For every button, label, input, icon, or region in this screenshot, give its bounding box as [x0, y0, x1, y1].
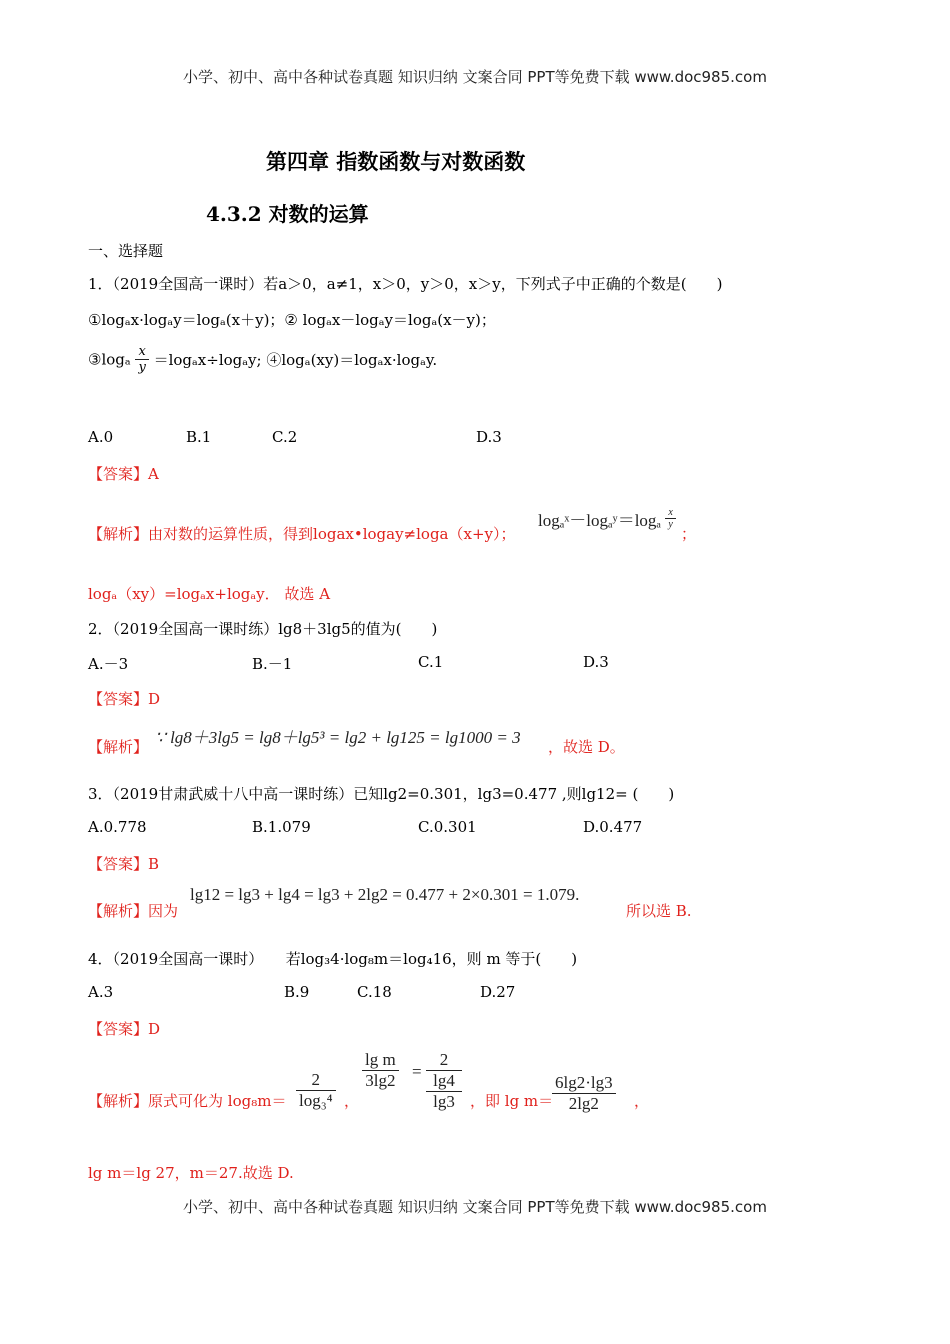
q2-analysis-math: ∵ lg8＋3lg5 = lg8＋lg5³ = lg2 + lg125 = lg1000 = 3	[155, 728, 521, 747]
q4-stem: 4．（2019全国高一课时） 若log₃4·log₈m＝log₄16，则 m 等于( )	[88, 950, 578, 968]
q3-analysis-text: 因为	[148, 902, 179, 920]
q1-line1: ①logₐx·logₐy＝logₐ(x＋y)；② logₐx－logₐy＝logₐ(x－y)；	[88, 311, 496, 329]
q4-frac-4-den: 2lg2	[568, 1094, 599, 1113]
q1-stem: 1．（2019全国高一课时）若a＞0，a≠1，x＞0，y＞0，x＞y，下列式子中正确的个数是( )	[88, 275, 723, 293]
q4-frac-3	[426, 1050, 462, 1112]
q1-analysis-frac-den: y	[668, 519, 673, 530]
chapter-title: 第四章 指数函数与对数函数	[266, 149, 526, 174]
q4-frac-2-num: lg m	[362, 1050, 399, 1071]
q3-analysis-tag: 【解析】	[88, 902, 149, 920]
q4-frac-2-den: 3lg2	[365, 1071, 396, 1090]
q4-analysis-tag: 【解析】	[88, 1092, 149, 1110]
q1-line2-prefix: ③logₐ	[88, 350, 131, 369]
q4-mid: ，即 lg m＝	[470, 1092, 554, 1110]
q4-option-c: C.18	[357, 983, 392, 1001]
q3-analysis-math: lg12 = lg3 + lg4 = lg3 + 2lg2 = 0.477 + 2×0.301 = 1.079.	[190, 885, 580, 904]
q2-answer	[88, 688, 160, 709]
q2-option-a: A.－3	[88, 655, 129, 673]
q3-answer-value: B	[148, 855, 160, 873]
q4-analysis	[88, 1090, 286, 1111]
q3-stem: 3．（2019甘肃武威十八中高一课时练）已知lg2=0.301，lg3=0.477 ,则lg12= ( )	[88, 785, 675, 803]
q1-option-d: D.3	[476, 428, 502, 446]
q4-frac-3-den-den: lg3	[433, 1092, 455, 1111]
page-header: 小学、初中、高中各种试卷真题 知识归纳 文案合同 PPT等免费下载 www.doc985.com	[183, 68, 767, 86]
q1-analysis	[88, 523, 516, 544]
q2-option-c: C.1	[418, 653, 444, 671]
q1-analysis-frac-num: x	[665, 507, 675, 519]
q4-sep: ，	[344, 1092, 360, 1110]
q3-option-d: D.0.477	[583, 818, 643, 836]
q3-analysis	[88, 900, 178, 921]
q4-end: ，	[634, 1092, 650, 1110]
q4-frac-1-num: 2	[296, 1070, 336, 1091]
q4-analysis-text: 原式可化为 log₈m＝	[148, 1092, 287, 1110]
q1-analysis-math: logₐˣ－logₐʸ＝logₐ	[538, 511, 662, 530]
q1-frac-num: x	[135, 344, 148, 360]
q2-option-d: D.3	[583, 653, 609, 671]
q4-answer	[88, 1018, 160, 1039]
section-title: 4.3.2 对数的运算	[206, 202, 369, 226]
q1-answer-tag: 【答案】	[88, 465, 149, 483]
q3-answer-tag: 【答案】	[88, 855, 149, 873]
q4-frac-4	[552, 1073, 616, 1114]
q4-frac-2	[362, 1050, 399, 1091]
section-label: 一、选择题	[88, 242, 164, 260]
q1-analysis-frac	[665, 507, 675, 530]
q1-analysis-text: 由对数的运算性质，得到logax•logay≠loga（x+y）；	[148, 525, 516, 543]
q3-analysis-end: 所以选 B.	[626, 902, 692, 920]
q1-line2-suffix: ＝logₐx÷logₐy; ④logₐ(xy)＝logₐx·logₐy.	[153, 351, 438, 369]
q1-analysis-tag: 【解析】	[88, 525, 149, 543]
q4-answer-tag: 【答案】	[88, 1020, 149, 1038]
q1-fraction	[135, 344, 148, 375]
q2-answer-value: D	[148, 690, 161, 708]
q4-frac-1-den: log₃⁴	[299, 1091, 333, 1110]
q1-option-c: C.2	[272, 428, 298, 446]
q2-stem: 2．（2019全国高一课时练）lg8＋3lg5的值为( )	[88, 620, 438, 638]
q4-eq: =	[412, 1062, 422, 1081]
q3-option-c: C.0.301	[418, 818, 477, 836]
q2-option-b: B.－1	[252, 655, 293, 673]
q4-option-a: A.3	[88, 983, 114, 1001]
q1-option-b: B.1	[186, 428, 212, 446]
q2-analysis-end: ，故选 D。	[548, 738, 625, 756]
q4-option-d: D.27	[480, 983, 516, 1001]
page-footer: 小学、初中、高中各种试卷真题 知识归纳 文案合同 PPT等免费下载 www.doc985.com	[183, 1198, 767, 1216]
q4-frac-4-num: 6lg2·lg3	[552, 1073, 616, 1094]
q1-answer-value: A	[148, 465, 159, 483]
q3-option-a: A.0.778	[88, 818, 147, 836]
q1-line2	[88, 344, 437, 375]
q1-analysis-formula	[538, 506, 676, 531]
q2-analysis-tag: 【解析】	[88, 738, 149, 756]
q1-option-a: A.0	[88, 428, 114, 446]
q4-frac-1	[296, 1070, 336, 1111]
q3-option-b: B.1.079	[252, 818, 311, 836]
q4-answer-value: D	[148, 1020, 161, 1038]
q1-analysis-end: ；	[681, 525, 697, 543]
q3-answer	[88, 853, 159, 874]
q4-frac-3-den-num: lg4	[426, 1071, 462, 1092]
q1-frac-den: y	[138, 360, 146, 375]
q1-answer	[88, 463, 159, 484]
q4-option-b: B.9	[284, 983, 310, 1001]
q1-analysis-line2: logₐ（xy）=logₐx+logₐy． 故选 A	[88, 585, 331, 603]
q4-analysis-line2: lg m＝lg 27，m＝27.故选 D.	[88, 1164, 294, 1182]
q4-frac-3-num: 2	[426, 1050, 462, 1071]
q2-answer-tag: 【答案】	[88, 690, 149, 708]
